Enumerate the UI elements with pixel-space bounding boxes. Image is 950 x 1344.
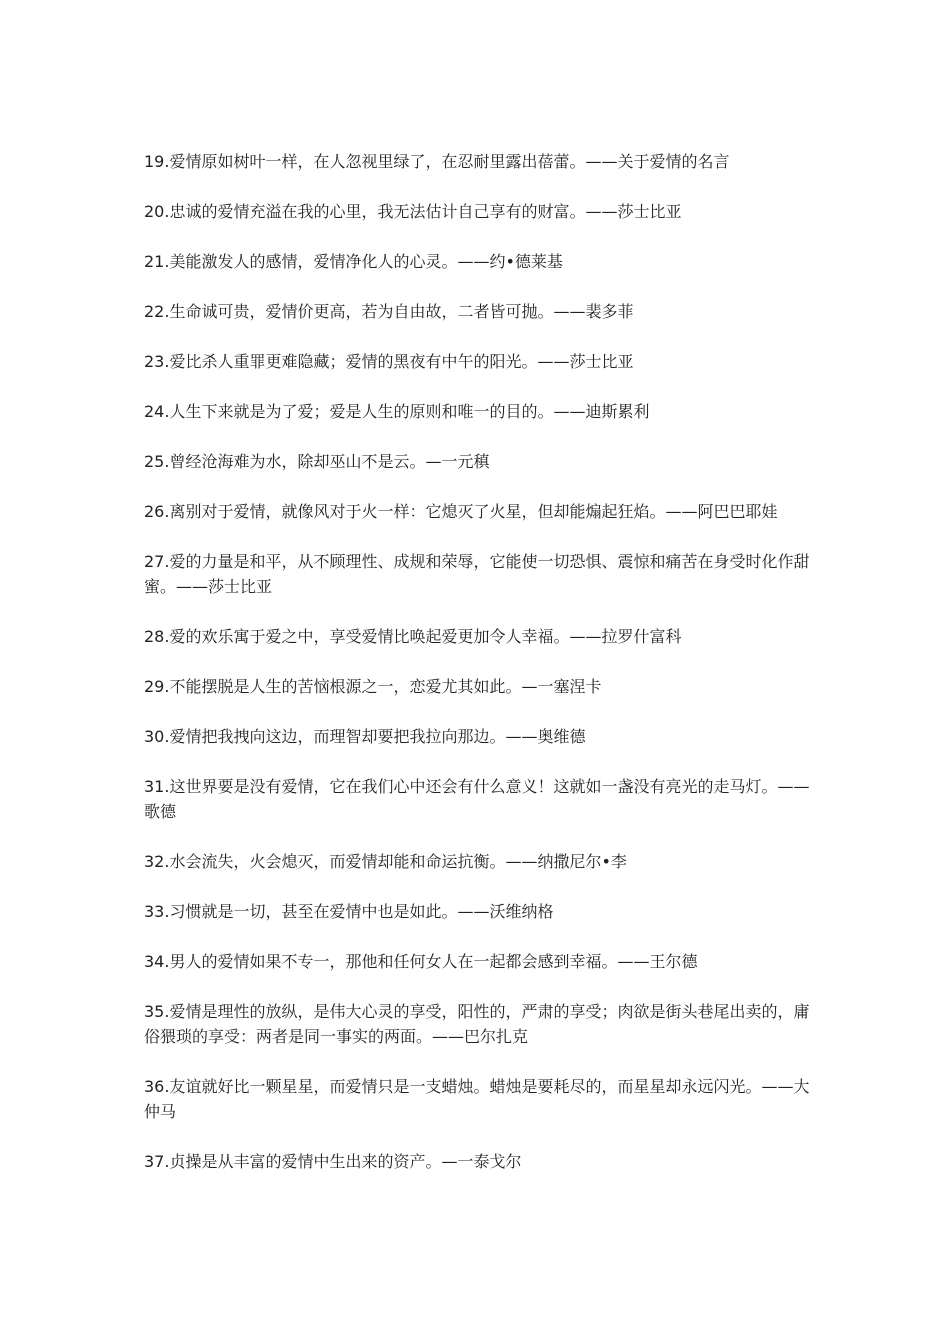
quote-34: 34.男人的爱情如果不专一，那他和任何女人在一起都会感到幸福。——王尔德 — [144, 952, 698, 971]
quote-36: 36.友谊就好比一颗星星，而爱情只是一支蜡烛。蜡烛是要耗尽的，而星星却永远闪光。——大仲马 — [144, 1077, 810, 1121]
quote-35: 35.爱情是理性的放纵，是伟大心灵的享受，阳性的，严肃的享受；肉欲是街头巷尾出卖的，庸俗猥琐的享受：两者是同一事实的两面。——巴尔扎克 — [144, 1002, 810, 1046]
quote-24: 24.人生下来就是为了爱；爱是人生的原则和唯一的目的。——迪斯累利 — [144, 402, 650, 421]
quote-33: 33.习惯就是一切，甚至在爱情中也是如此。——沃维纳格 — [144, 902, 554, 921]
quote-21: 21.美能激发人的感情，爱情净化人的心灵。——约•德莱基 — [144, 252, 563, 271]
quote-30: 30.爱情把我拽向这边，而理智却要把我拉向那边。——奥维德 — [144, 727, 586, 746]
quote-22: 22.生命诚可贵，爱情价更高，若为自由故，二者皆可抛。——裴多菲 — [144, 302, 634, 321]
quote-26: 26.离别对于爱情，就像风对于火一样：它熄灭了火星，但却能煽起狂焰。——阿巴巴耶娃 — [144, 502, 778, 521]
quote-list — [144, 149, 814, 1199]
quote-28: 28.爱的欢乐寓于爱之中，享受爱情比唤起爱更加令人幸福。——拉罗什富科 — [144, 627, 682, 646]
quote-32: 32.水会流失，火会熄灭，而爱情却能和命运抗衡。——纳撒尼尔•李 — [144, 852, 627, 871]
quote-31: 31.这世界要是没有爱情，它在我们心中还会有什么意义！这就如一盏没有亮光的走马灯。——歌德 — [144, 777, 810, 821]
quote-20: 20.忠诚的爱情充溢在我的心里，我无法估计自己享有的财富。——莎士比亚 — [144, 202, 682, 221]
quote-29: 29.不能摆脱是人生的苦恼根源之一，恋爱尤其如此。—一塞涅卡 — [144, 677, 602, 696]
quote-27: 27.爱的力量是和平，从不顾理性、成规和荣辱，它能使一切恐惧、震惊和痛苦在身受时化作甜蜜。——莎士比亚 — [144, 552, 810, 596]
quote-23: 23.爱比杀人重罪更难隐藏；爱情的黑夜有中午的阳光。——莎士比亚 — [144, 352, 634, 371]
quote-37: 37.贞操是从丰富的爱情中生出来的资产。—一泰戈尔 — [144, 1152, 522, 1171]
quote-19: 19.爱情原如树叶一样，在人忽视里绿了，在忍耐里露出蓓蕾。——关于爱情的名言 — [144, 152, 730, 171]
quote-25: 25.曾经沧海难为水，除却巫山不是云。—一元稹 — [144, 452, 490, 471]
